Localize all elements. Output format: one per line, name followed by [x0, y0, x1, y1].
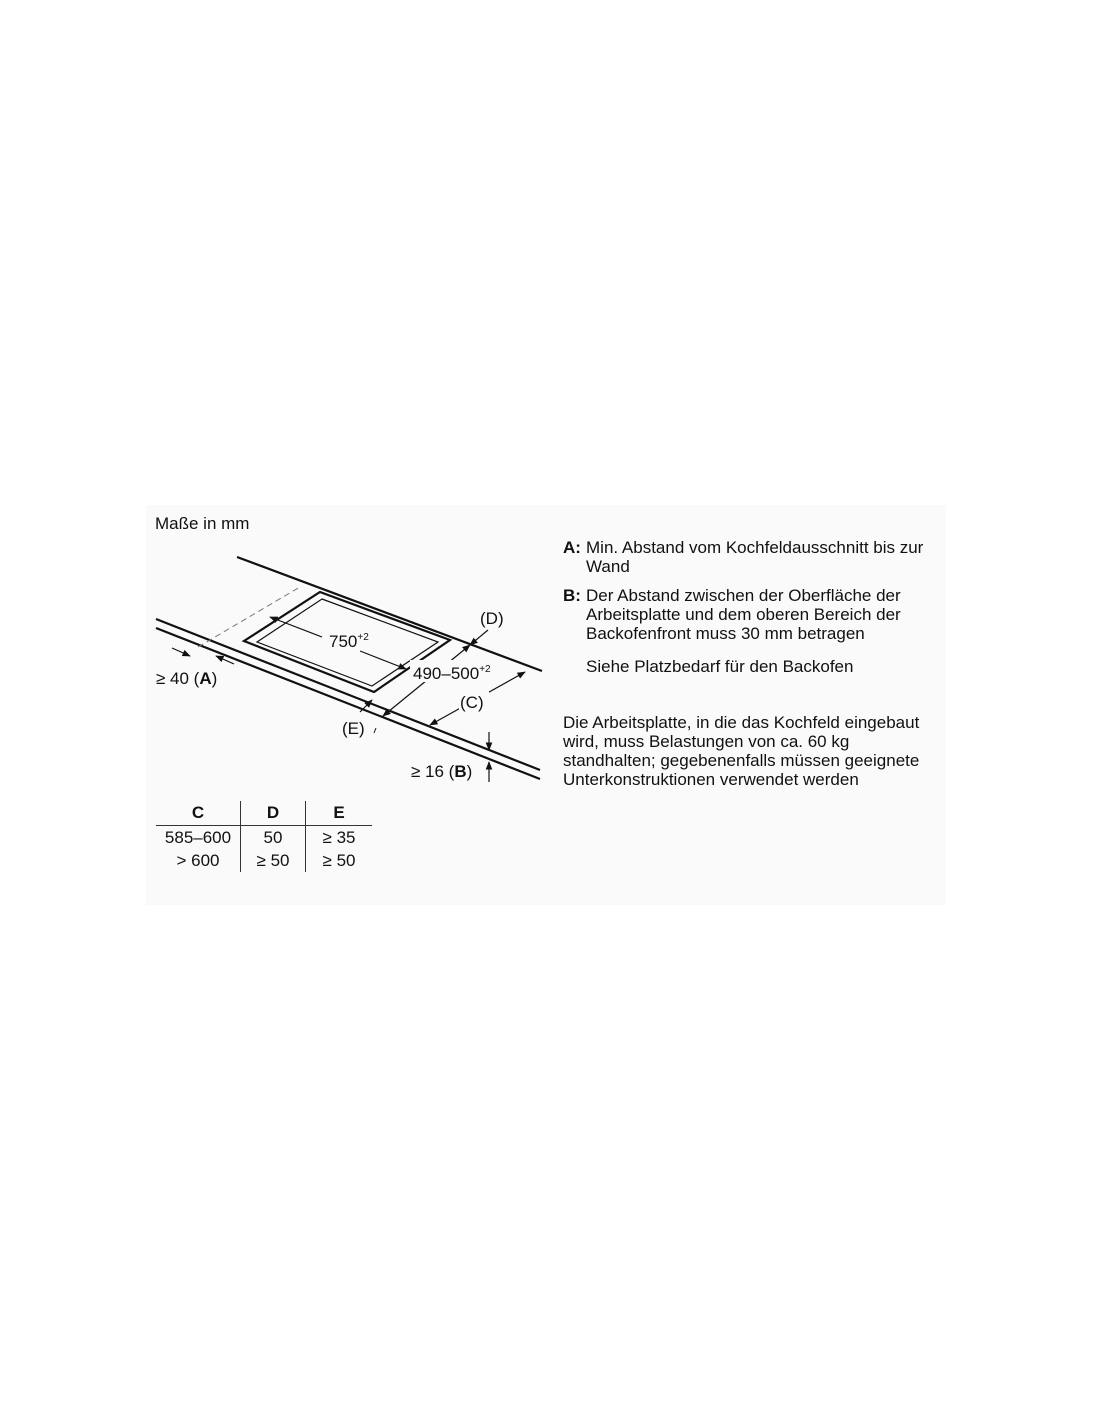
table-row — [156, 849, 372, 872]
note-b-text: Der Abstand zwischen der Oberfläche der Arbeitsplatte und dem oberen Bereich der Backofenfront muss 30 mm betragen — [586, 586, 901, 643]
d-leader — [470, 630, 488, 645]
note-b — [563, 586, 943, 643]
note-b-key: B: — [563, 586, 581, 605]
label-d: (D) — [480, 609, 504, 628]
dim-750-line-left — [270, 617, 322, 637]
note-a-text: Min. Abstand vom Kochfeldausschnitt bis zur Wand — [586, 538, 924, 576]
footnote: Die Arbeitsplatte, in die das Kochfeld eingebaut wird, muss Belastungen von ca. 60 kg standhalten; gegebenenfalls müssen geeignete Unterkonstruktionen verwendet werden — [563, 713, 920, 789]
note-a-key: A: — [563, 538, 581, 557]
table-row — [156, 826, 372, 850]
dim-750-value: $750^{+2}$ — [329, 632, 369, 651]
table-cell: ≥ 35 — [306, 826, 373, 850]
table-header-c: C — [191, 803, 205, 822]
label-e: (E) — [342, 719, 365, 738]
dim-depth-value: $490-500^{+2}$ — [413, 664, 491, 683]
label-b: ≥ 16 (B) — [411, 762, 473, 781]
label-c: (C) — [460, 693, 484, 712]
table-cell: 585–600 — [156, 826, 241, 850]
notes-section — [563, 538, 943, 789]
a-arrow-left — [172, 648, 190, 656]
dim-750-line-right — [360, 651, 406, 669]
dimension-table — [156, 801, 372, 872]
units-label: Maße in mm — [155, 514, 250, 533]
table-cell: ≥ 50 — [241, 849, 306, 872]
table-cell: 50 — [241, 826, 306, 850]
table-cell: > 600 — [176, 850, 220, 870]
table-header-row — [156, 801, 372, 826]
dim-depth-ext-line — [374, 728, 376, 733]
label-a: ≥ 40 (A) — [156, 669, 218, 688]
table-header-d: D — [241, 801, 306, 826]
table-cell: ≥ 50 — [306, 849, 373, 872]
note-a — [563, 538, 943, 576]
table-header-e: E — [306, 801, 373, 826]
note-b-sub: Siehe Platzbedarf für den Backofen — [586, 657, 854, 676]
